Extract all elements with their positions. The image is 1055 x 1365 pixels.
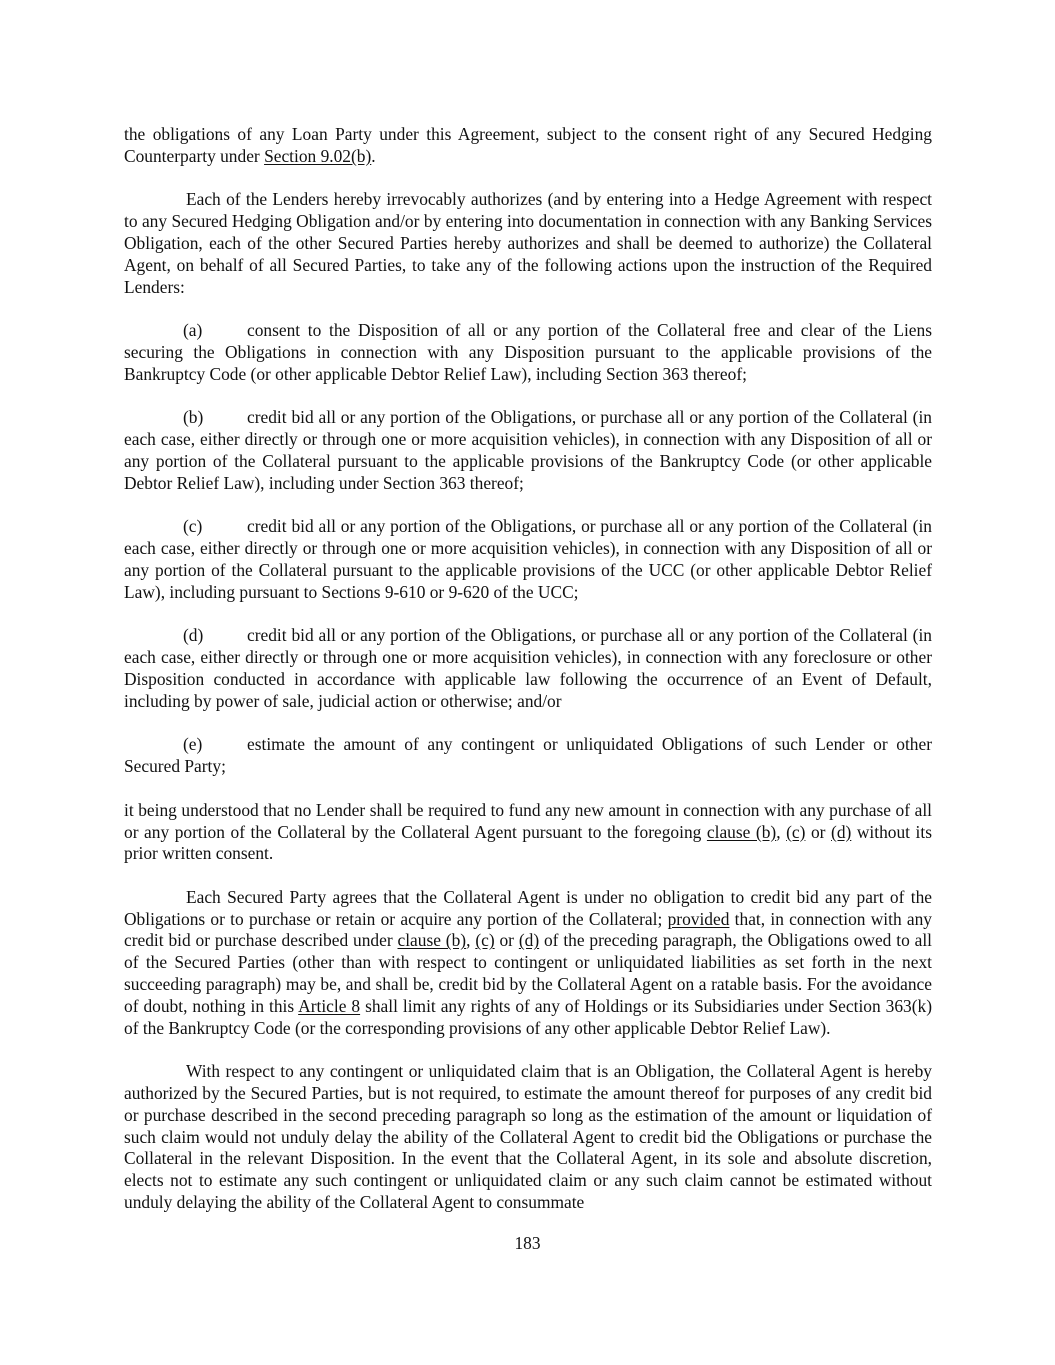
intro-paragraph <box>124 124 932 168</box>
contingent-claim-paragraph: With respect to any contingent or unliquidated claim that is an Obligation, the Collateral Agent is hereby authorized by the Secured Parties, but is not required, to estimate the amount thereof for purposes of any credit bid or purchase described in the second preceding paragraph so long as the estimation of the amount or liquidation of such claim would not unduly delay the ability of the Collateral Agent to credit bid the Obligations or purchase the Collateral in the relevant Disposition. In the event that the Collateral Agent, in its sole and absolute discretion, elects not to estimate any such contingent or unliquidated claim or any such claim cannot be estimated without unduly delaying the ability of the Collateral Agent to consummate <box>124 1061 932 1213</box>
clause-b-ref-link[interactable]: clause (b) <box>706 821 777 842</box>
intro-text-end: . <box>371 145 376 166</box>
clause-label: (a) <box>183 320 203 341</box>
clause-b <box>124 407 932 494</box>
clause-c <box>124 516 932 603</box>
clause-text: credit bid all or any portion of the Obligations, or purchase all or any portion of the Collateral (in each case, either directly or through one or more acquisition vehicles), in connection with any foreclosure or other Disposition conducted in accordance with applicable law following the occurrence of an Event of Default, including by power of sale, judicial action or otherwise; and/or <box>124 625 932 711</box>
provided-term: provided <box>667 908 730 929</box>
agrees-text: of the preceding paragraph, the Obligations owed to all of the Secured Parties (other than with respect to contingent or unliquidated liabilities as set forth in the next succeeding paragraph) may be, and shall be, credit bid by the Collateral Agent on a ratable basis. For the avoidance of doubt, nothing in this <box>124 930 933 1016</box>
clause-text: consent to the Disposition of all or any portion of the Collateral free and clear of the Liens securing the Obligations in connection with any Disposition pursuant to the applicable provisions of the Bankruptcy Code (or other applicable Debtor Relief Law), including Section 363 thereof; <box>124 320 932 384</box>
authorization-paragraph: Each of the Lenders hereby irrevocably authorizes (and by entering into a Hedge Agreement with respect to any Secured Hedging Obligation and/or by entering into documentation in connection with any Banking Services Obligation, each of the other Secured Parties hereby authorizes and shall be deemed to authorize) the Collateral Agent, on behalf of all Secured Parties, to take any of the following actions upon the instruction of the Required Lenders: <box>124 189 932 297</box>
article-ref-link[interactable]: Article 8 <box>298 995 361 1016</box>
clause-a <box>124 320 932 385</box>
separator-text: or <box>494 930 519 951</box>
clause-label: (d) <box>183 625 204 646</box>
clause-d-ref-link[interactable]: (d) <box>518 930 540 951</box>
clause-e <box>124 734 932 778</box>
clause-c-ref-link[interactable]: (c) <box>786 821 806 842</box>
section-ref-link[interactable]: Section 9.02(b) <box>264 145 372 166</box>
clause-b-ref-link[interactable]: clause (b) <box>397 930 467 951</box>
agrees-paragraph <box>124 887 932 1040</box>
clause-label: (e) <box>183 734 203 755</box>
clause-d-ref-link[interactable]: (d) <box>831 821 852 842</box>
clause-label: (b) <box>183 407 204 428</box>
clause-text: estimate the amount of any contingent or unliquidated Obligations of such Lender or other Secured Party; <box>124 734 932 777</box>
agrees-text-end: shall limit any rights of any of Holdings or its Subsidiaries under Section 363(k) of the Bankruptcy Code (or the corresponding provisions of any other applicable Debtor Relief Law). <box>124 995 933 1038</box>
document-page <box>124 124 932 1236</box>
understood-text-end: without its prior written consent. <box>124 821 932 864</box>
understood-paragraph <box>124 800 932 865</box>
clause-text: credit bid all or any portion of the Obligations, or purchase all or any portion of the Collateral (in each case, either directly or through one or more acquisition vehicles), in connection with any Disposition of all or any portion of the Collateral pursuant to the applicable provisions of the UCC (or other applicable Debtor Relief Law), including pursuant to Sections 9-610 or 9-620 of the UCC; <box>124 516 932 602</box>
separator-text: or <box>805 821 832 842</box>
clause-d <box>124 625 932 712</box>
page-number: 183 <box>514 1233 541 1253</box>
clause-c-ref-link[interactable]: (c) <box>475 930 495 951</box>
clause-label: (c) <box>183 516 203 537</box>
intro-text: the obligations of any Loan Party under this Agreement, subject to the consent right of any Secured Hedging Counterparty under <box>124 124 932 166</box>
separator-text: , <box>776 821 787 842</box>
clause-text: credit bid all or any portion of the Obligations, or purchase all or any portion of the Collateral (in each case, either directly or through one or more acquisition vehicles), in connection with any Disposition of all or any portion of the Collateral pursuant to the applicable provisions of the Bankruptcy Code (or other applicable Debtor Relief Law), including under Section 363 thereof; <box>124 407 932 493</box>
agrees-text: that, in connection with any credit bid or purchase described under <box>124 908 933 951</box>
understood-text: it being understood that no Lender shall be required to fund any new amount in connection with any purchase of all or any portion of the Collateral by the Collateral Agent pursuant to the foregoing <box>124 799 932 842</box>
separator-text: , <box>466 930 476 951</box>
agrees-text: Each Secured Party agrees that the Collateral Agent is under no obligation to credit bid any part of the Obligations or to purchase or retain or acquire any portion of the Collateral; <box>124 886 932 929</box>
